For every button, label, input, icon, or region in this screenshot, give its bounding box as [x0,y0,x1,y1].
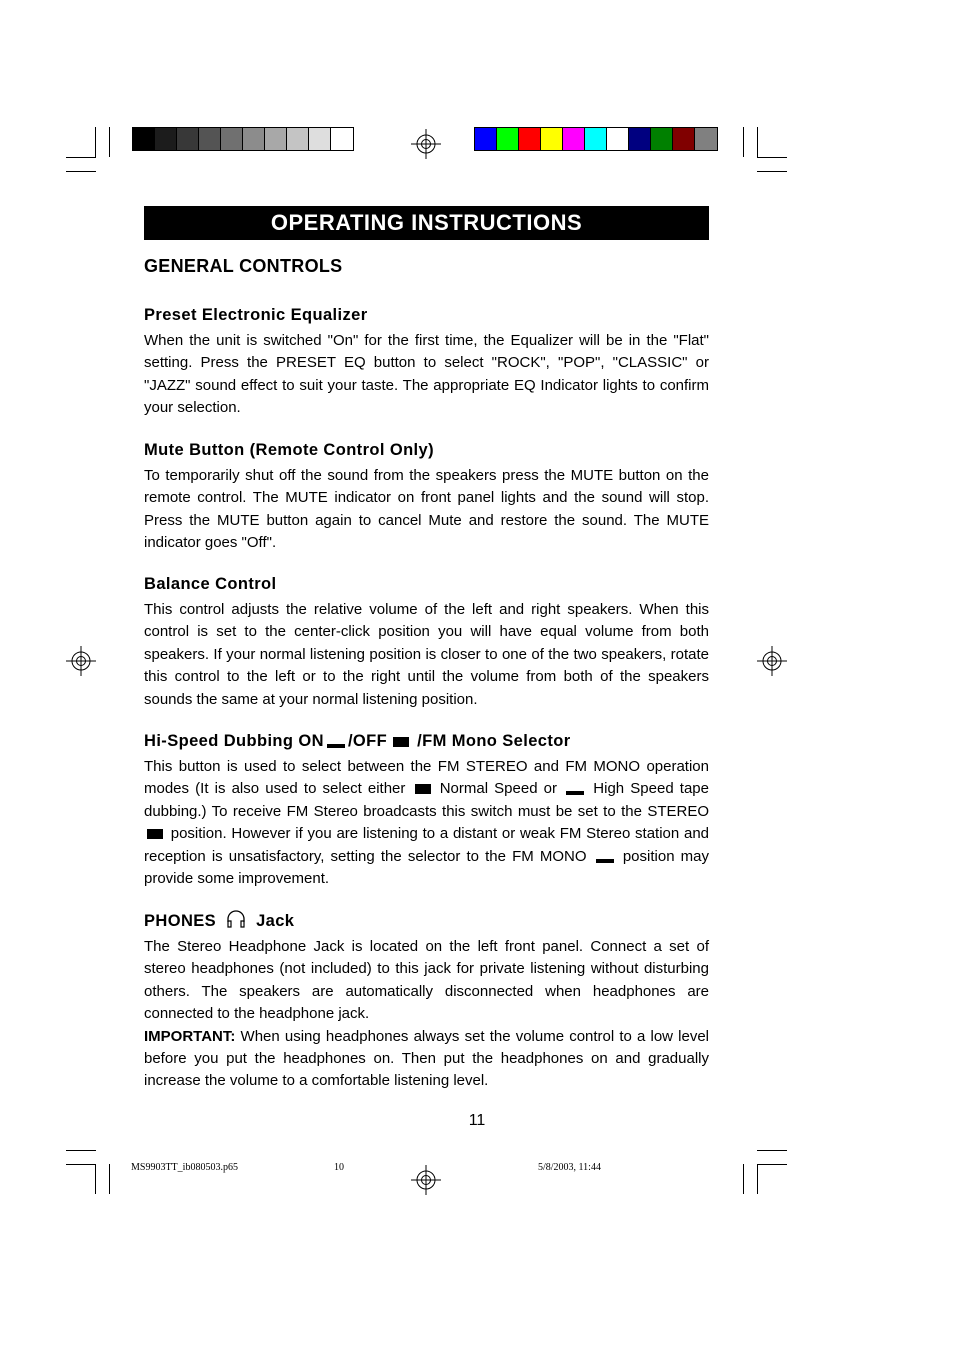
grayscale-swatch [331,128,353,150]
crop-mark [757,127,758,157]
crop-mark [66,157,96,158]
phones-heading-jack: Jack [256,912,295,930]
dubbing-body-part: position. However if you are listening to a distant or weak FM Stereo station and reception is unsatisfactory, setting the selector to the FM MONO [144,825,710,865]
process-color-swatch [585,128,607,150]
grayscale-swatch [199,128,221,150]
dubbing-heading-on: Hi-Speed Dubbing ON [144,732,324,750]
process-color-swatch [629,128,651,150]
mute-section [144,439,709,555]
switch-in-icon [147,829,163,839]
switch-out-icon [566,791,584,795]
dubbing-body-part: This button is used to select between the FM STEREO and FM MONO operation modes (It is also used to select either [144,758,709,798]
crop-mark [757,171,787,172]
equalizer-heading: Preset Electronic Equalizer [144,306,368,324]
grayscale-swatch [221,128,243,150]
switch-in-icon [415,784,431,794]
process-color-swatch [563,128,585,150]
process-color-swatch [673,128,695,150]
page-number: 11 [468,1112,486,1129]
important-note [144,1026,709,1093]
registration-mark-icon [757,646,787,676]
crop-mark [757,1164,758,1194]
grayscale-color-bar [132,127,354,151]
equalizer-body: When the unit is switched "On" for the first time, the Equalizer will be in the "Flat" setting. Press the PRESET EQ button to select "ROCK", "POP", "CLASSIC" or "JAZZ" sound effect to suit your taste. The appropriate EQ Indicator lights to confirm your selection. [144,332,709,417]
process-color-swatch [541,128,563,150]
crop-mark [757,1164,787,1165]
crop-mark [66,1164,96,1165]
page-title: OPERATING INSTRUCTIONS [144,206,709,240]
dubbing-heading-fm: /FM Mono Selector [412,732,571,750]
crop-mark [757,157,787,158]
phones-heading [144,909,709,932]
process-color-swatch [651,128,673,150]
crop-mark [109,1164,110,1194]
balance-body: This control adjusts the relative volume of the left and right speakers. When this control is set to the center-click position you will have equal volume from both speakers. If your normal listening position is closer to one of the two speakers, rotate this control to the left or to the right until the volume from both of the speakers sounds the same at your normal listening position. [144,601,709,708]
mute-body: To temporarily shut off the sound from the speakers press the MUTE button on the remote control. The MUTE indicator on front panel lights and the sound will stop. Press the MUTE button again to cancel Mute and restore the sound. The MUTE indicator goes "Off". [144,467,709,552]
phones-heading-label: PHONES [144,912,217,930]
process-color-bar [474,127,718,151]
grayscale-swatch [155,128,177,150]
crop-mark [66,1150,96,1151]
dubbing-body-part: High Speed tape dubbing.) To receive FM Stereo broadcasts this switch must be set to the STEREO [144,780,709,820]
process-color-swatch [497,128,519,150]
crop-mark [109,127,110,157]
process-color-swatch [475,128,497,150]
section-heading: GENERAL CONTROLS [144,256,343,276]
dubbing-heading [144,730,709,752]
crop-mark [66,171,96,172]
phones-body: The Stereo Headphone Jack is located on the left front panel. Connect a set of stereo headphones (not included) to this jack for private listening without disturbing others. The speakers are automatically disconnected when headphones are connected to the headphone jack. [144,938,709,1023]
phones-section [144,909,709,1093]
dubbing-body [144,756,709,890]
dubbing-body-part: position may provide some improvement. [144,847,709,888]
important-body: When using headphones always set the volume control to a low level before you put the headphones on. Then put the headphones on and gradually increase the volume to a comfortable listening level. [144,1027,709,1090]
crop-mark [743,1164,744,1194]
dubbing-body-part: Normal Speed or [439,780,558,798]
registration-mark-icon [411,129,441,159]
headphones-icon [225,909,247,929]
switch-out-icon [327,744,345,748]
balance-section [144,573,709,711]
footer-filename: MS9903TT_ib080503.p65 [131,1162,238,1173]
grayscale-swatch [177,128,199,150]
grayscale-swatch [287,128,309,150]
crop-mark [743,127,744,157]
process-color-swatch [695,128,717,150]
dubbing-heading-off: /OFF [347,732,388,750]
registration-mark-icon [411,1165,441,1195]
process-color-swatch [607,128,629,150]
important-label: IMPORTANT: [144,1027,236,1045]
crop-mark [757,1150,787,1151]
switch-in-icon [393,737,409,747]
crop-mark [95,1164,96,1194]
mute-heading: Mute Button (Remote Control Only) [144,441,435,459]
crop-mark [95,127,96,157]
balance-heading: Balance Control [144,575,277,593]
registration-mark-icon [66,646,96,676]
grayscale-swatch [243,128,265,150]
process-color-swatch [519,128,541,150]
grayscale-swatch [133,128,155,150]
footer-datetime: 5/8/2003, 11:44 [538,1162,601,1173]
grayscale-swatch [309,128,331,150]
dubbing-section [144,730,709,890]
switch-out-icon [596,859,614,863]
equalizer-section [144,304,709,420]
grayscale-swatch [265,128,287,150]
footer-sheet: 10 [334,1162,344,1173]
